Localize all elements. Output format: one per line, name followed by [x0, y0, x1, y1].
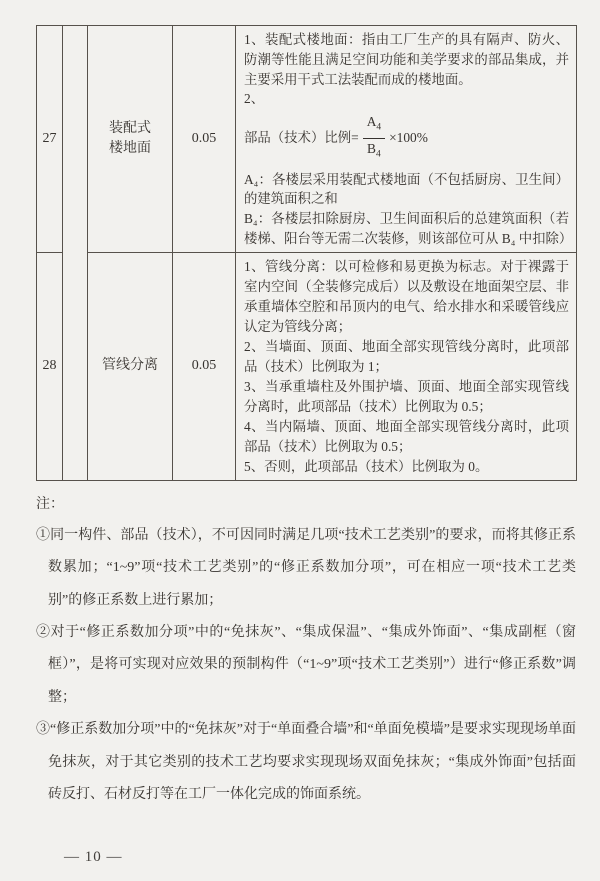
- formula-denominator: $B_4$: [367, 140, 381, 160]
- table-row-27: [37, 26, 577, 253]
- description-paragraph: 5、否则，此项部品（技术）比例取为 0。: [244, 458, 489, 474]
- item-name-line: 装配式: [109, 120, 151, 136]
- ratio-formula: [244, 114, 569, 162]
- notes-section: [36, 492, 576, 812]
- variable-definition-a: A₄：各楼层采用装配式楼地面（不包括厨房、卫生间）的建筑面积之和: [244, 171, 569, 207]
- category-cell: [63, 26, 88, 481]
- row-number: 27: [37, 26, 63, 253]
- coefficient-value: 0.05: [173, 26, 236, 253]
- description-cell: [236, 26, 577, 253]
- description-paragraph: 2、当墙面、顶面、地面全部实现管线分离时，此项部品（技术）比例取为 1；: [244, 338, 569, 374]
- description-paragraph: 2、: [244, 91, 265, 107]
- spec-table: [36, 25, 577, 481]
- formula-numerator: $A_4$: [363, 114, 385, 139]
- note-item-2: ②对于“修正系数加分项”中的“免抹灰”、“集成保温”、“集成外饰面”、“集成副框（窗框）”，是将可实现对应效果的预制构件（“1~9”项“技术工艺类别”）进行“修正系数”调整；: [36, 624, 576, 705]
- item-name-line: 楼地面: [109, 140, 151, 156]
- table-row-28: [37, 252, 577, 480]
- page-number: — 10 —: [64, 849, 123, 865]
- formula-suffix: ×100%: [389, 130, 428, 146]
- description-cell: [236, 252, 577, 480]
- description-paragraph: 3、当承重墙柱及外围护墙、顶面、地面全部实现管线分离时，此项部品（技术）比例取为 0.5；: [244, 378, 569, 414]
- coefficient-value: 0.05: [173, 252, 236, 480]
- description-paragraph: 1、管线分离：以可检修和易更换为标志。对于裸露于室内空间（全装修完成后）以及敷设在地面架空层、非承重墙体空腔和吊顶内的电气、给水排水和采暖管线应认定为管线分离；: [244, 258, 569, 334]
- item-name: [88, 26, 173, 253]
- item-name: [88, 252, 173, 480]
- variable-definition-b: B₄：各楼层扣除厨房、卫生间面积后的总建筑面积（若楼梯、阳台等无需二次装修，则该部位可从 B₄ 中扣除）: [244, 211, 573, 246]
- row-number: 28: [37, 252, 63, 480]
- formula-fraction: [363, 114, 385, 162]
- description-paragraph: 1、装配式楼地面：指由工厂生产的具有隔声、防火、防潮等性能且满足空间功能和美学要求的部品集成，并主要采用干式工法装配而成的楼地面。: [244, 32, 569, 87]
- notes-label: 注：: [36, 496, 64, 512]
- description-paragraph: 4、当内隔墙、顶面、地面全部实现管线分离时，此项部品（技术）比例取为 0.5；: [244, 418, 569, 454]
- item-name-line: 管线分离: [102, 358, 158, 374]
- note-item-1: ①同一构件、部品（技术），不可因同时满足几项“技术工艺类别”的要求，而将其修正系数累加；“1~9”项“技术工艺类别”的“修正系数加分项”，可在相应一项“技术工艺类别”的修正系数上进行累加；: [36, 527, 576, 608]
- note-item-3: ③“修正系数加分项”中的“免抹灰”对于“单面叠合墙”和“单面免模墙”是要求实现现场单面免抹灰，对于其它类别的技术工艺均要求实现现场双面免抹灰；“集成外饰面”包括面砖反打、石材反打等在工厂一体化完成的饰面系统。: [36, 722, 576, 802]
- formula-label: 部品（技术）比例=: [244, 130, 359, 146]
